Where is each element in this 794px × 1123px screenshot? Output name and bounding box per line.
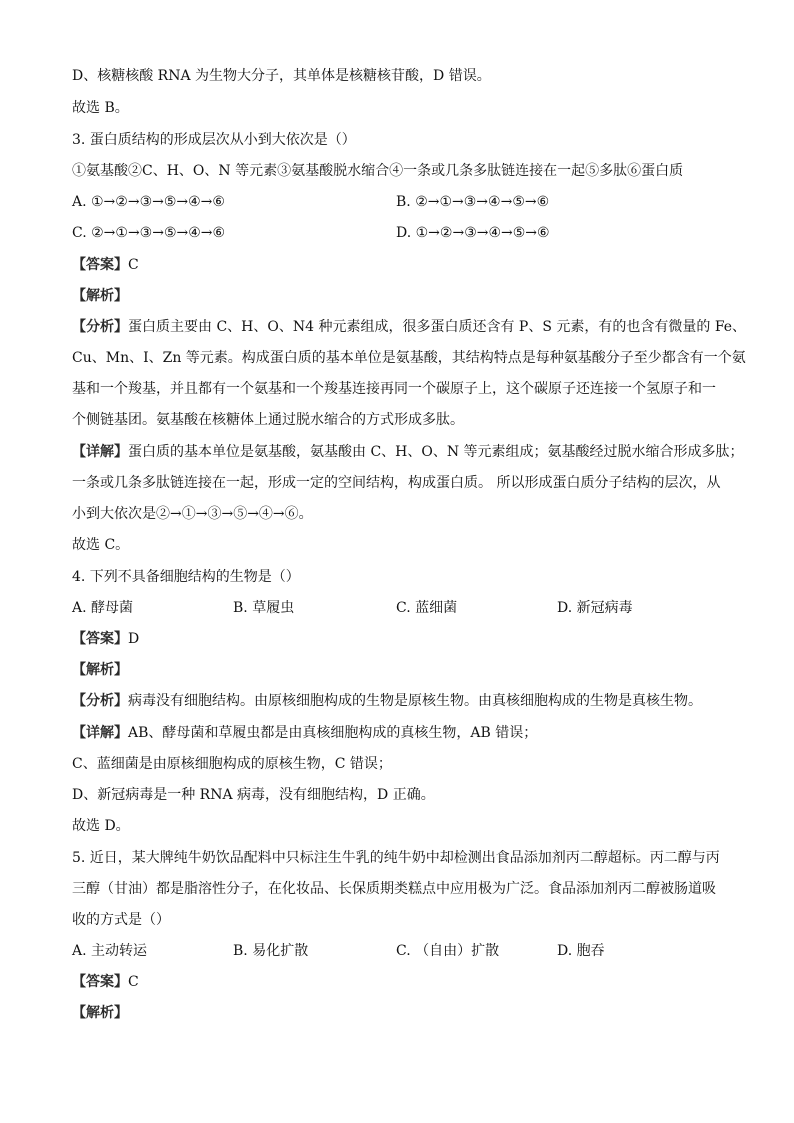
xiangjie-tag: 【详解】 <box>72 725 128 741</box>
q5-analysis-tag <box>72 1003 128 1023</box>
q4-conclusion: 故选 D。 <box>72 818 130 834</box>
q5-stem-line-1: 5. 近日，某大牌纯牛奶饮品配料中只标注生牛乳的纯牛奶中却检测出食品添加剂丙二醇超标。丙二醇与丙 <box>72 850 720 866</box>
q5-option-d: D. 胞吞 <box>557 943 605 959</box>
q5-option-c: C. （自由）扩散 <box>396 943 500 959</box>
q4-option-d-explanation: D、新冠病毒是一种 RNA 病毒，没有细胞结构，D 正确。 <box>72 787 435 803</box>
q3-xiangjie-line-2: 一条或几条多肽链连接在一起，形成一定的空间结构，构成蛋白质。 所以形成蛋白质分子结构的层次，从 <box>72 475 721 491</box>
q5-answer <box>72 972 139 992</box>
q5-option-a: A. 主动转运 <box>72 943 148 959</box>
q3-conclusion: 故选 C。 <box>72 537 130 553</box>
q3-fenxi-line-4: 个侧链基团。氨基酸在核糖体上通过脱水缩合的方式形成多肽。 <box>72 412 464 428</box>
q4-answer <box>72 629 139 649</box>
q3-stem: 3. 蛋白质结构的形成层次从小到大依次是（） <box>72 132 356 148</box>
q3-analysis-tag <box>72 286 128 306</box>
answer-value: C <box>128 974 139 990</box>
q4-option-b: B. 草履虫 <box>233 600 295 616</box>
q3-option-d: D. ①→②→③→④→⑤→⑥ <box>396 225 550 241</box>
q4-option-c-explanation: C、蓝细菌是由原核细胞构成的原核生物，C 错误； <box>72 756 392 772</box>
answer-tag: 【答案】 <box>72 974 128 990</box>
q3-xiangjie-line-3: 小到大依次是②→①→③→⑤→④→⑥。 <box>72 506 313 522</box>
analysis-tag: 【解析】 <box>72 288 128 304</box>
q3-option-c: C. ②→①→③→⑤→④→⑥ <box>72 225 226 241</box>
q4-option-d: D. 新冠病毒 <box>557 600 633 616</box>
fenxi-tag: 【分析】 <box>72 319 128 335</box>
answer-tag: 【答案】 <box>72 631 128 647</box>
q5-stem-line-2: 三醇（甘油）都是脂溶性分子，在化妆品、长保质期类糕点中应用极为广泛。食品添加剂丙二醇被肠道吸 <box>72 881 716 897</box>
xiangjie-text: AB、酵母菌和草履虫都是由真核细胞构成的真核生物，AB 错误； <box>128 725 538 741</box>
q4-option-a: A. 酵母菌 <box>72 600 134 616</box>
answer-tag: 【答案】 <box>72 257 128 273</box>
fenxi-text: 蛋白质主要由 C、H、O、N4 种元素组成，很多蛋白质还含有 P、S 元素，有的也含有微量的 Fe、 <box>128 319 747 335</box>
analysis-tag: 【解析】 <box>72 662 128 678</box>
answer-value: D <box>128 631 140 647</box>
q4-stem: 4. 下列不具备细胞结构的生物是（） <box>72 569 300 585</box>
q3-items: ①氨基酸②C、H、O、N 等元素③氨基酸脱水缩合④一条或几条多肽链连接在一起⑤多肽⑥蛋白质 <box>72 163 684 179</box>
analysis-tag: 【解析】 <box>72 1005 128 1021</box>
fenxi-text: 病毒没有细胞结构。由原核细胞构成的生物是原核生物。由真核细胞构成的生物是真核生物。 <box>128 693 702 709</box>
q3-fenxi-line-1 <box>72 317 746 337</box>
fenxi-tag: 【分析】 <box>72 693 128 709</box>
q4-fenxi-line-1 <box>72 691 702 711</box>
q2-conclusion: 故选 B。 <box>72 100 129 116</box>
q3-fenxi-line-2: Cu、Mn、I、Zn 等元素。构成蛋白质的基本单位是氨基酸，其结构特点是每种氨基酸分子至少都含有一个氨 <box>72 350 746 366</box>
q3-option-a: A. ①→②→③→⑤→④→⑥ <box>72 194 225 210</box>
q2-option-d-explanation: D、核糖核酸 RNA 为生物大分子，其单体是核糖核苷酸，D 错误。 <box>72 68 491 84</box>
xiangjie-text: 蛋白质的基本单位是氨基酸，氨基酸由 C、H、O、N 等元素组成；氨基酸经过脱水缩合形成多肽； <box>128 444 744 460</box>
xiangjie-tag: 【详解】 <box>72 444 128 460</box>
q5-stem-line-3: 收的方式是（） <box>72 912 170 928</box>
q3-fenxi-line-3: 基和一个羧基，并且都有一个氨基和一个羧基连接再同一个碳原子上，这个碳原子还连接一个氢原子和一 <box>72 381 716 397</box>
q4-analysis-tag <box>72 660 128 680</box>
answer-value: C <box>128 257 139 273</box>
q4-option-c: C. 蓝细菌 <box>396 600 458 616</box>
q4-xiangjie-line-1 <box>72 723 537 743</box>
q3-answer <box>72 255 139 275</box>
q5-option-b: B. 易化扩散 <box>233 943 309 959</box>
q3-option-b: B. ②→①→③→④→⑤→⑥ <box>396 194 550 210</box>
q3-xiangjie-line-1 <box>72 442 744 462</box>
